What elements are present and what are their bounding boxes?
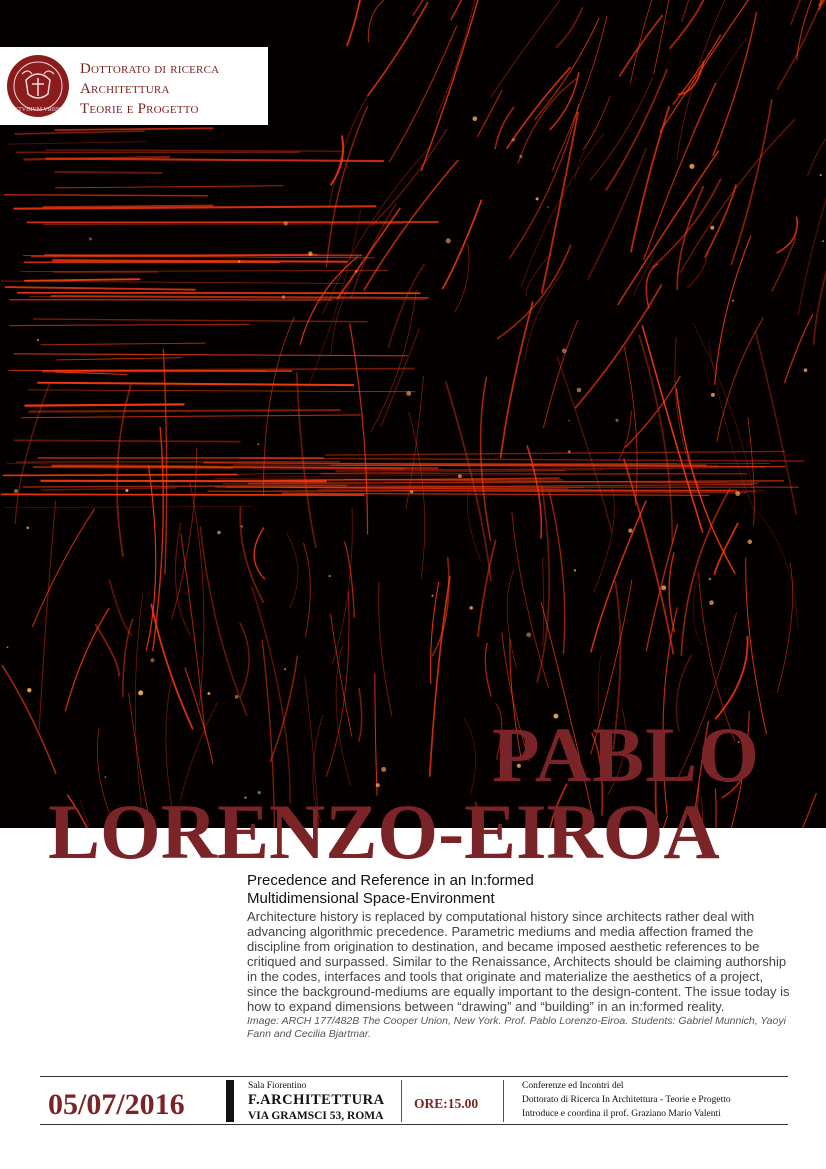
- info-line-2: Dottorato di Ricerca In Architettura - Teorie e Progetto: [522, 1095, 731, 1105]
- venue-block: [248, 1080, 385, 1123]
- lecture-title-line-2: Multidimensional Space-Environment: [247, 890, 495, 907]
- program-line-1: Dottorato di ricerca: [80, 61, 220, 77]
- program-line-3: Teorie e Progetto: [80, 101, 199, 117]
- program-name: [80, 59, 219, 119]
- event-time: ORE:15.00: [414, 1096, 479, 1111]
- footer-bottom-rule: [40, 1124, 788, 1125]
- lecture-title-line-1: Precedence and Reference in an In:formed: [247, 872, 534, 889]
- footer-divider-bar: [226, 1080, 234, 1122]
- speaker-last-name: LORENZO-EIROA: [48, 788, 720, 875]
- venue-address: VIA GRAMSCI 53, ROMA: [248, 1110, 384, 1122]
- university-seal-icon: [6, 54, 70, 118]
- lecture-description: [247, 872, 795, 1040]
- info-line-3: Introduce e coordina il prof. Graziano Mario Valenti: [522, 1109, 721, 1119]
- lecture-abstract: Architecture history is replaced by computational history since architects rather deal with advancing algorithmic precedence. Parametric mediums and media affection framed the discipline from origination to destination, and became imposed aesthetic references to be critiqued and surpassed. Similar to the Renaissance, Architects should be claiming authorship in the codes, interfaces and tools that originate and materialize the aesthetics of a project, since the background-mediums are equally important to the design-content. The issue today is how to expand dimensions between “drawing” and “building” in an in:formed reality.: [247, 909, 790, 1014]
- event-info: [522, 1079, 731, 1121]
- event-date: 05/07/2016: [48, 1088, 185, 1121]
- footer-divider: [401, 1080, 402, 1122]
- venue-name: F.ARCHITETTURA: [248, 1092, 385, 1108]
- institution-logo: [0, 47, 268, 125]
- footer-divider: [503, 1080, 504, 1122]
- svg-text:STVDIVM VRBIS: STVDIVM VRBIS: [14, 107, 62, 113]
- speaker-first-name: PABLO: [492, 711, 760, 798]
- footer-top-rule: [40, 1076, 788, 1077]
- venue-room: Sala Fiorentino: [248, 1081, 307, 1091]
- lecture-title: [247, 872, 795, 908]
- image-caption: Image: ARCH 177/482B The Cooper Union, New York. Prof. Pablo Lorenzo-Eiroa. Students: Gabriel Munnich, Yaoyi Fann and Cecilia Bjartmar.: [247, 1015, 786, 1040]
- info-line-1: Conferenze ed Incontri del: [522, 1081, 624, 1091]
- program-line-2: Architettura: [80, 81, 170, 97]
